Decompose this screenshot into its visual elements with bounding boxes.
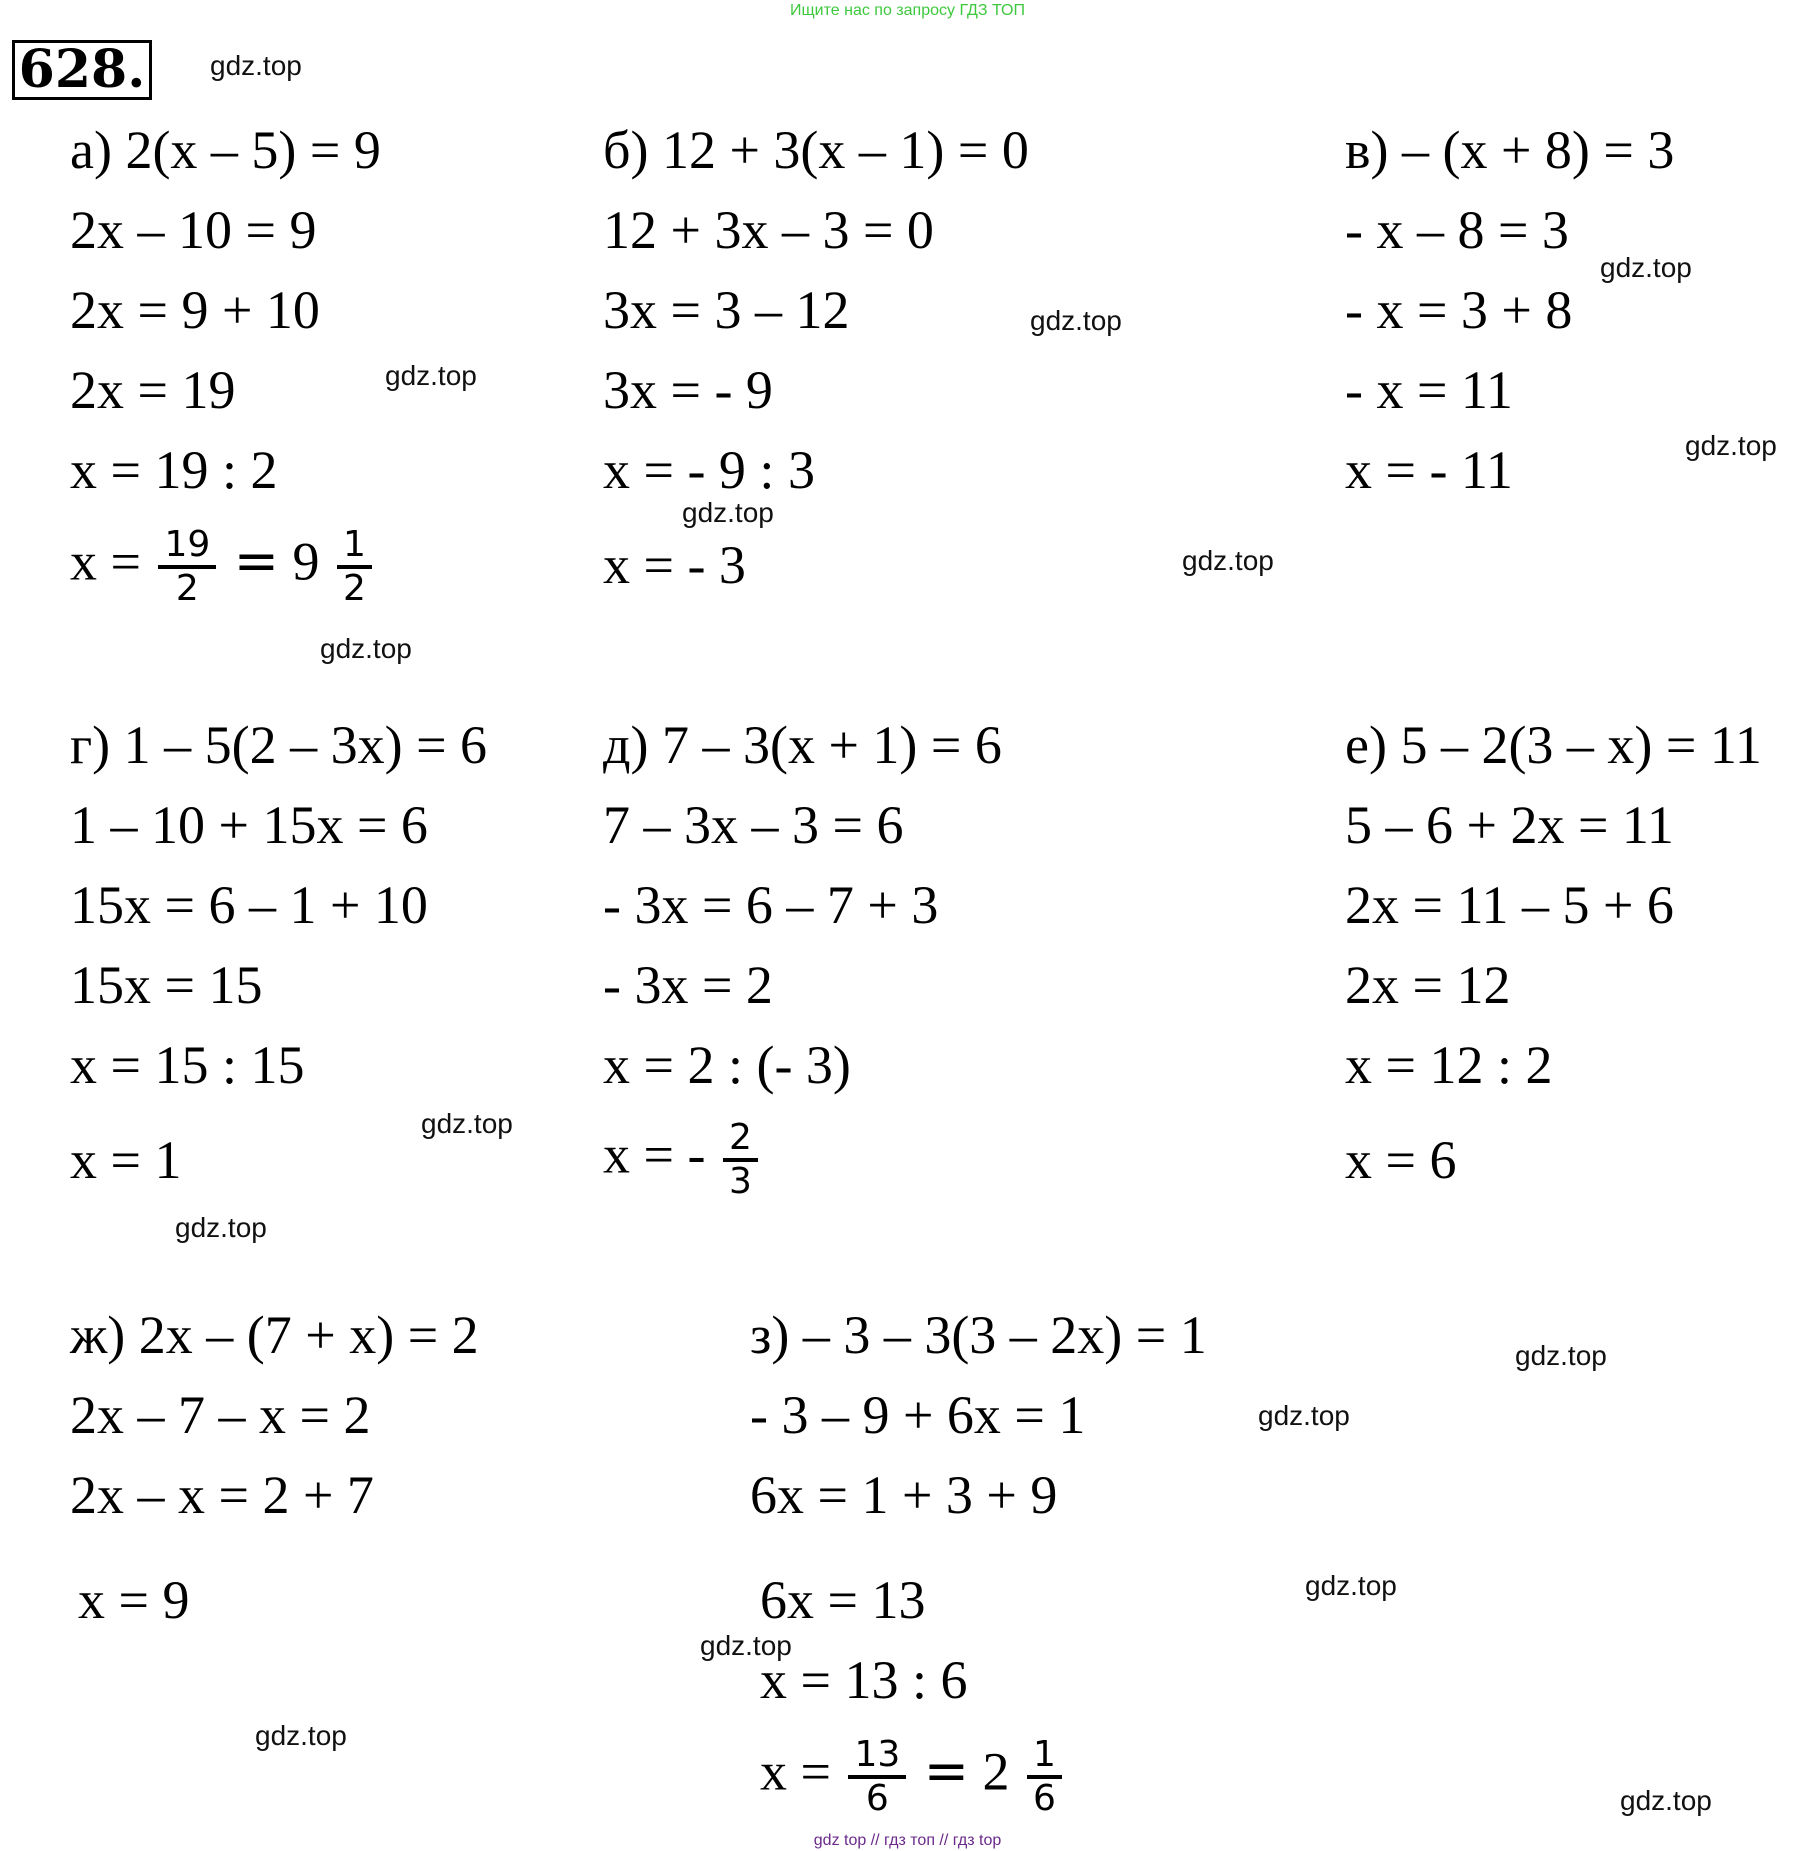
problem-z-step: 6x = 13 [760,1570,926,1630]
problem-number: 628. [12,40,152,100]
watermark: gdz.top [1305,1570,1397,1601]
fraction-denominator: 3 [728,1161,752,1202]
footer-links: gdz top // гдз топ // гдз top [813,1832,1002,1849]
problem-d-step: x = 2 : (- 3) [603,1035,851,1095]
problem-zh-step: 2x – x = 2 + 7 [70,1465,374,1525]
problem-d-step: - 3x = 6 – 7 + 3 [603,875,939,935]
problem-v-step: - x – 8 = 3 [1345,200,1569,260]
watermark: gdz.top [210,50,302,81]
problem-g-step: 1 – 10 + 15x = 6 [70,795,428,855]
problem-e-step: 5 – 6 + 2x = 11 [1345,795,1674,855]
problem-z-step: x = 13 : 6 [760,1650,968,1710]
problem-v-title: в) – (x + 8) = 3 [1345,120,1675,180]
problem-d-title: д) 7 – 3(x + 1) = 6 [603,715,1002,775]
problem-e-step: x = 12 : 2 [1345,1035,1553,1095]
watermark: gdz.top [255,1720,347,1751]
problem-b-step: 3x = 3 – 12 [603,280,850,340]
fraction [1027,1735,1062,1819]
fraction-denominator: 2 [343,568,366,609]
problem-a-title: а) 2(x – 5) = 9 [70,120,381,180]
problem-g-step: 15x = 15 [70,955,263,1015]
problem-b-step: 3x = - 9 [603,360,773,420]
problem-z-title: з) – 3 – 3(3 – 2x) = 1 [750,1305,1207,1365]
fraction [723,1118,758,1202]
problem-a-step: 2x = 9 + 10 [70,280,320,340]
watermark: gdz.top [1600,252,1692,283]
problem-b-step: 12 + 3x – 3 = 0 [603,200,934,260]
problem-a-final [70,525,376,609]
problem-e-step: x = 6 [1345,1130,1457,1190]
problem-z-step: - 3 – 9 + 6x = 1 [750,1385,1086,1445]
final-prefix: x = [760,1741,831,1802]
watermark: gdz.top [320,633,412,664]
problem-v-step: - x = 11 [1345,360,1513,420]
problem-d-step: - 3x = 2 [603,955,773,1015]
equals-sign: = [233,529,280,593]
problem-b-step: x = - 9 : 3 [603,440,815,500]
watermark: gdz.top [385,360,477,391]
problem-d-step: 7 – 3x – 3 = 6 [603,795,904,855]
watermark: gdz.top [1685,430,1777,461]
problem-v-step: x = - 11 [1345,440,1513,500]
problem-a-step: 2x = 19 [70,360,236,420]
problem-zh-step: 2x – 7 – x = 2 [70,1385,371,1445]
problem-g-step: x = 1 [70,1130,182,1190]
watermark: gdz.top [1030,305,1122,336]
watermark: gdz.top [1620,1785,1712,1816]
watermark: gdz.top [1182,545,1274,576]
mixed-whole: 9 [292,531,320,592]
fraction-denominator: 6 [865,1778,889,1819]
watermark: gdz.top [1515,1340,1607,1371]
problem-zh-step: x = 9 [78,1570,190,1630]
watermark: gdz.top [700,1630,792,1661]
fraction-denominator: 6 [1033,1778,1056,1819]
mixed-whole: 2 [982,1741,1010,1802]
problem-z-step: 6x = 1 + 3 + 9 [750,1465,1058,1525]
problem-e-step: 2x = 11 – 5 + 6 [1345,875,1674,935]
problem-d-final [603,1118,762,1202]
equals-sign: = [923,1739,970,1803]
watermark: gdz.top [1258,1400,1350,1431]
watermark: gdz.top [421,1108,513,1139]
search-note: Ищите нас по запросу ГДЗ ТОП [790,2,1025,19]
problem-z-final [760,1735,1066,1819]
problem-g-title: г) 1 – 5(2 – 3x) = 6 [70,715,488,775]
final-prefix: x = - [603,1124,706,1185]
fraction-denominator: 2 [175,568,199,609]
problem-v-step: - x = 3 + 8 [1345,280,1573,340]
watermark: gdz.top [682,497,774,528]
fraction-numerator: 2 [723,1118,758,1162]
fraction [337,525,372,609]
final-prefix: x = [70,531,141,592]
fraction-numerator: 1 [1027,1735,1062,1779]
problem-a-step: x = 19 : 2 [70,440,278,500]
watermark: gdz.top [175,1212,267,1243]
fraction-numerator: 13 [848,1735,906,1779]
fraction-numerator: 19 [158,525,216,569]
problem-a-step: 2x – 10 = 9 [70,200,317,260]
problem-e-step: 2x = 12 [1345,955,1511,1015]
problem-e-title: е) 5 – 2(3 – x) = 11 [1345,715,1762,775]
problem-b-title: б) 12 + 3(x – 1) = 0 [603,120,1029,180]
fraction [848,1735,906,1819]
problem-b-step: x = - 3 [603,535,746,595]
fraction [158,525,216,609]
problem-g-step: 15x = 6 – 1 + 10 [70,875,428,935]
problem-g-step: x = 15 : 15 [70,1035,305,1095]
fraction-numerator: 1 [337,525,372,569]
problem-zh-title: ж) 2x – (7 + x) = 2 [70,1305,479,1365]
